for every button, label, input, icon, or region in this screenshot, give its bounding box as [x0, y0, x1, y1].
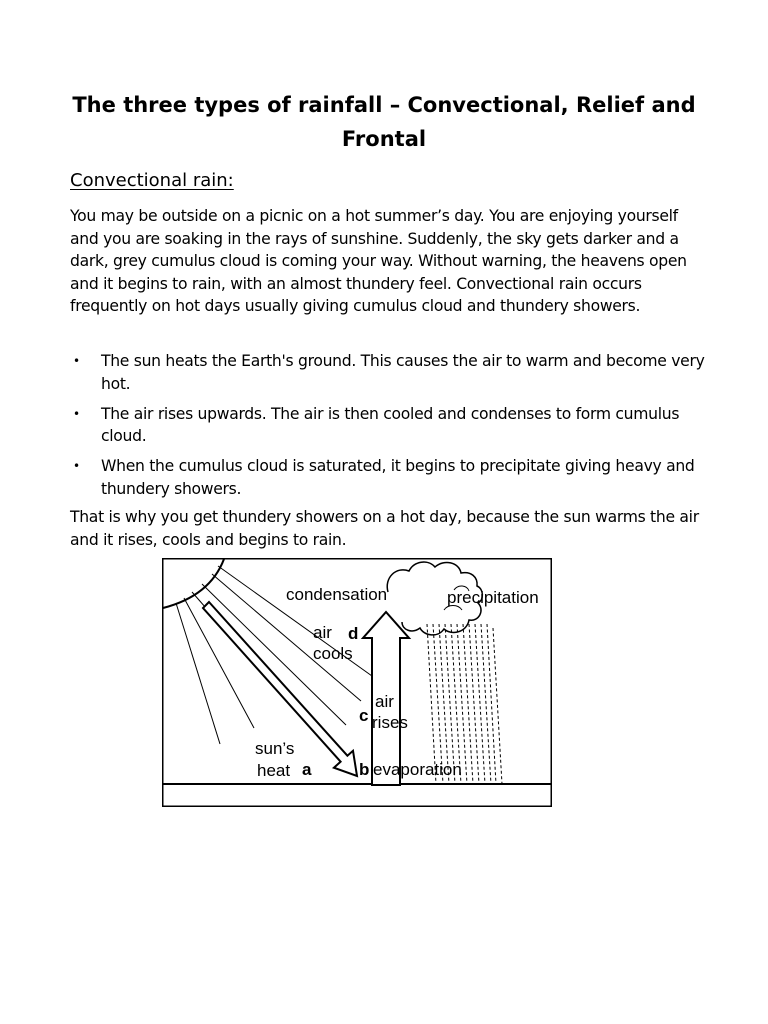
list-item: [70, 455, 710, 500]
intro-paragraph: You may be outside on a picnic on a hot summer’s day. You are enjoying yourself and you are soaking in the rays of sunshine. Suddenly, the sky gets darker and a dark, grey cumulus cloud is coming your way. Without warning, the heavens open and it begins to rain, with an almost thundery feel. Convectional rain occurs frequently on hot days usually giving cumulus cloud and thundery showers.: [70, 207, 687, 315]
air-rises-label-line2: rises: [372, 713, 408, 732]
step-a-label: a: [302, 760, 312, 779]
air-rises-label-line1: air: [375, 692, 394, 711]
process-bullet-list: [70, 350, 710, 508]
step-d-label: d: [348, 624, 359, 643]
air-cools-label-line2: cools: [313, 644, 353, 663]
closing-paragraph: That is why you get thundery showers on a hot day, because the sun warms the air and it rises, cools and begins to rain.: [70, 508, 699, 549]
step-b-label: b: [359, 760, 370, 779]
convectional-rain-diagram: [162, 558, 552, 807]
bullet-icon: •: [73, 354, 80, 368]
list-item-text: When the cumulus cloud is saturated, it begins to precipitate giving heavy and thundery showers.: [101, 457, 695, 498]
bullet-icon: •: [73, 459, 80, 473]
list-item-text: The sun heats the Earth's ground. This causes the air to warm and become very hot.: [101, 352, 705, 393]
suns-heat-label-line2: heat: [257, 761, 291, 780]
bullet-icon: •: [73, 406, 80, 421]
list-item: [70, 350, 710, 395]
section-heading: Convectional rain:: [70, 170, 234, 191]
diagram-figure: [162, 558, 552, 807]
suns-heat-label-line1: sun’s: [255, 739, 295, 758]
list-item-text: The air rises upwards. The air is then cooled and condenses to form cumulus cloud.: [101, 404, 680, 445]
step-c-label: c: [359, 706, 369, 725]
evaporation-label: evaporation: [373, 760, 462, 779]
condensation-label: condensation: [286, 585, 388, 604]
precipitation-label: precipitation: [447, 588, 539, 607]
air-cools-label-line1: air: [313, 623, 332, 642]
list-item: [70, 403, 710, 448]
page-title: The three types of rainfall – Convectional, Relief and Frontal: [72, 93, 696, 151]
